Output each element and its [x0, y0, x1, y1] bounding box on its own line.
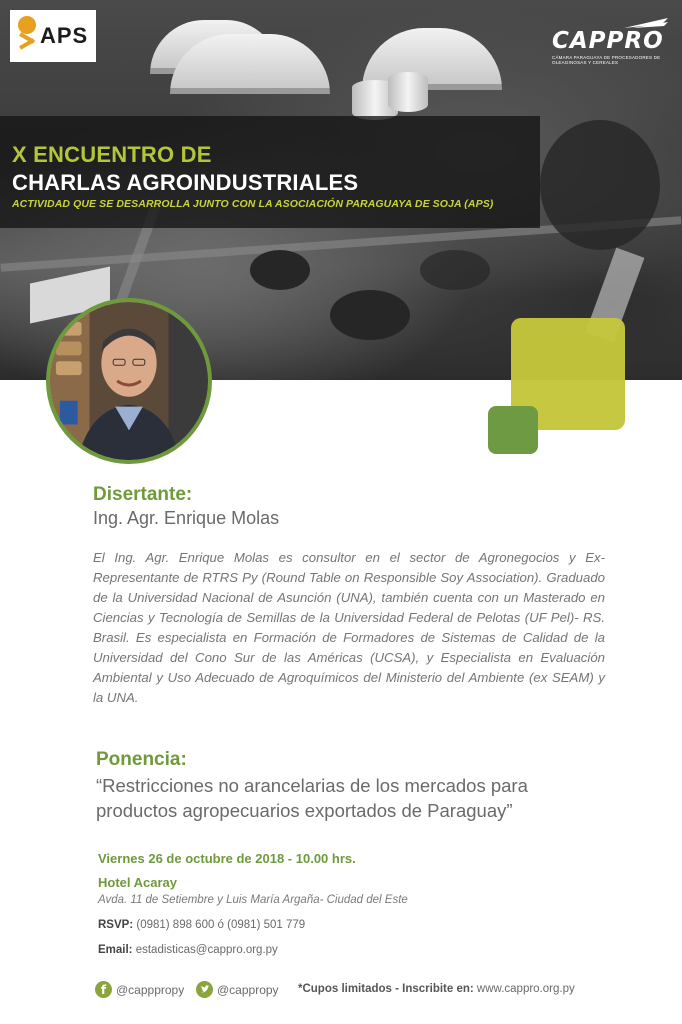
email-link[interactable]: estadisticas@cappro.org.py	[135, 944, 278, 956]
rsvp-phone[interactable]: (0981) 898 600 ó (0981) 501 779	[136, 919, 306, 931]
speaker-name: Ing. Agr. Enrique Molas	[93, 508, 280, 528]
title-line-1: X ENCUENTRO DE	[12, 142, 212, 167]
rsvp-line	[98, 919, 305, 931]
event-date: Viernes 26 de octubre de 2018 - 10.00 hrs.	[98, 851, 356, 866]
cappro-logo	[552, 18, 672, 74]
title-band	[0, 116, 540, 228]
cappro-logo-sub: CÁMARA PARAGUAYA DE PROCESADORES DE OLEAGINOSAS Y CEREALES	[552, 55, 661, 65]
cappro-wing-icon	[622, 16, 670, 30]
email-line	[98, 944, 278, 956]
twitter-link[interactable]	[196, 981, 279, 998]
cupos-label: *Cupos limitados - Inscribite en:	[298, 983, 474, 995]
registration-note	[298, 983, 575, 995]
aps-person-icon	[16, 16, 38, 56]
aps-logo	[10, 10, 96, 62]
venue-address: Avda. 11 de Setiembre y Luis María Argaña- Ciudad del Este	[98, 894, 408, 906]
speaker-bio: El Ing. Agr. Enrique Molas es consultor en el sector de Agronegocios y Ex-Representante de RTRS Py (Round Table on Responsible Soy Association). Graduado de la Universidad Nacional de Asunción (UNA), también cuenta con un Masterado en Ciencias y Tecnología de Semillas de la Universidad Federal de Pelotas (UF Pel)- RS. Brasil. Es especialista en Formación de Formadores de Sistemas de Calidad de la Universidad del Cono Sur de las Américas (UCSA), y Especialista en Evaluación Ambiental y Uso Adecuado de Agroquímicos del Ministerio del Ambiente (ex SEAM) y la UNA.	[93, 550, 605, 705]
aps-logo-text: APS	[40, 23, 89, 48]
talk-title: “Restricciones no arancelarias de los mercados para productos agropecuarios exportados de Paraguay”	[96, 775, 528, 821]
twitter-icon	[196, 981, 213, 998]
facebook-icon: f	[95, 981, 112, 998]
talk-label: Ponencia:	[96, 749, 187, 770]
speaker-photo	[46, 298, 212, 464]
speaker-portrait-icon	[50, 302, 208, 460]
decorative-square-small	[488, 406, 538, 454]
title-line-2: CHARLAS AGROINDUSTRIALES	[12, 170, 359, 195]
cappro-logo-name: CAPPRO	[552, 28, 664, 54]
rsvp-label: RSVP:	[98, 919, 134, 931]
registration-url[interactable]: www.cappro.org.py	[476, 983, 575, 995]
speaker-label: Disertante:	[93, 484, 193, 505]
venue-name: Hotel Acaray	[98, 875, 177, 890]
email-label: Email:	[98, 944, 133, 956]
facebook-handle[interactable]: @capppropy	[116, 982, 185, 997]
title-subtitle: ACTIVIDAD QUE SE DESARROLLA JUNTO CON LA ASOCIACIÓN PARAGUAYA DE SOJA (APS)	[12, 198, 494, 210]
twitter-handle[interactable]: @cappropy	[217, 982, 279, 997]
facebook-link[interactable]	[95, 981, 184, 998]
